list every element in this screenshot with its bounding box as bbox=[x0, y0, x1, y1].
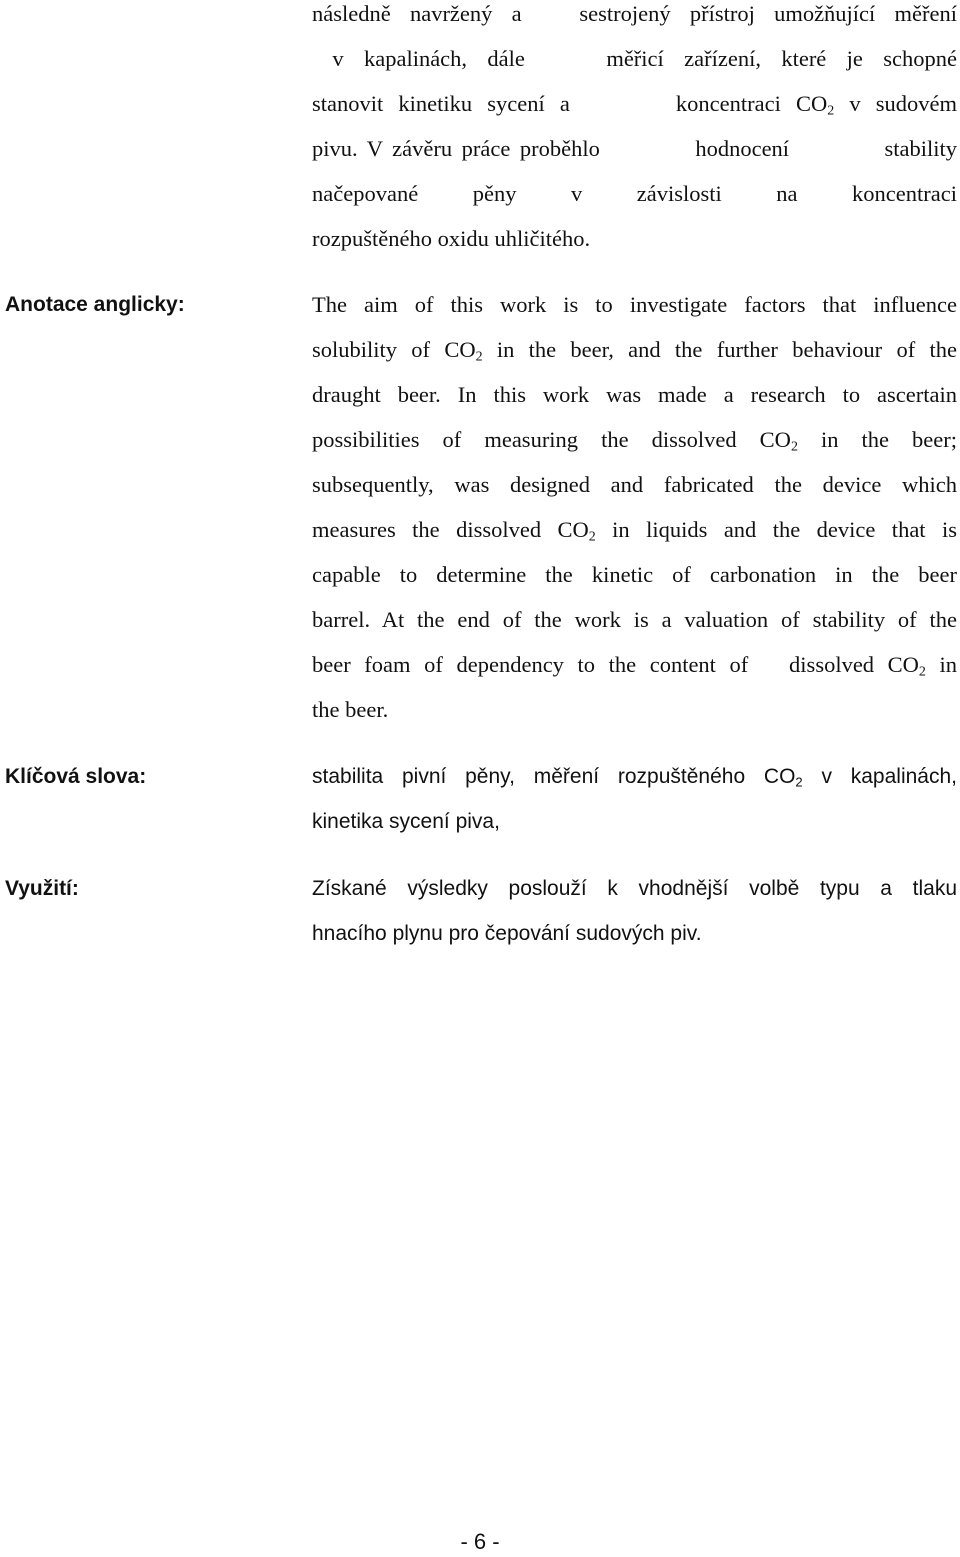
text-segment: in bbox=[925, 652, 957, 677]
keywords-label: Klíčová slova: bbox=[5, 765, 147, 788]
text-segment: v sudovém bbox=[834, 91, 958, 116]
keywords-text bbox=[312, 763, 957, 853]
text-line bbox=[312, 90, 957, 135]
text-line bbox=[312, 763, 957, 808]
subscript: 2 bbox=[918, 664, 926, 680]
english-annotation-label: Anotace anglicky: bbox=[5, 293, 185, 316]
subscript: 2 bbox=[795, 774, 803, 790]
subscript: 2 bbox=[588, 529, 596, 545]
czech-abstract-end bbox=[312, 0, 957, 270]
text-line: následně navržený a sestrojený přístroj umožňující měření bbox=[312, 1, 957, 26]
text-line: draught beer. In this work was made a research to ascertain bbox=[312, 382, 957, 407]
text-segment: stanovit kinetiku sycení a koncentraci CO bbox=[312, 91, 828, 116]
page-number: - 6 - bbox=[460, 1529, 500, 1554]
text-segment: stabilita pivní pěny, měření rozpuštěného CO bbox=[312, 765, 796, 788]
text-line bbox=[312, 336, 957, 381]
text-line: The aim of this work is to investigate factors that influence bbox=[312, 292, 957, 317]
text-line: pivu. V závěru práce proběhlo hodnocení stability bbox=[312, 136, 957, 161]
english-annotation-text bbox=[312, 291, 957, 741]
text-segment: beer foam of dependency to the content of dissolved CO bbox=[312, 652, 919, 677]
text-line: hnacího plynu pro čepování sudových piv. bbox=[312, 922, 702, 945]
subscript: 2 bbox=[827, 103, 835, 119]
text-segment: in liquids and the device that is bbox=[595, 517, 957, 542]
text-line: rozpuštěného oxidu uhličitého. bbox=[312, 226, 591, 251]
text-line: Získané výsledky poslouží k vhodnější volbě typu a tlaku bbox=[312, 877, 957, 900]
text-segment: measures the dissolved CO bbox=[312, 517, 589, 542]
text-line: subsequently, was designed and fabricated the device which bbox=[312, 472, 957, 497]
text-line bbox=[312, 426, 957, 471]
text-line: v kapalinách, dále měřicí zařízení, které je schopné bbox=[312, 46, 957, 71]
subscript: 2 bbox=[475, 349, 483, 365]
usage-label: Využití: bbox=[5, 877, 79, 900]
text-segment: in the beer; bbox=[797, 427, 957, 452]
text-segment: in the beer, and the further behaviour of the bbox=[482, 337, 957, 362]
subscript: 2 bbox=[790, 439, 798, 455]
text-line: barrel. At the end of the work is a valuation of stability of the bbox=[312, 607, 957, 632]
usage-text bbox=[312, 875, 957, 965]
text-line: načepované pěny v závislosti na koncentraci bbox=[312, 181, 957, 206]
text-line: kinetika sycení piva, bbox=[312, 810, 500, 833]
text-line bbox=[312, 651, 957, 696]
text-segment: possibilities of measuring the dissolved CO bbox=[312, 427, 791, 452]
text-line bbox=[312, 516, 957, 561]
text-line: the beer. bbox=[312, 697, 389, 722]
text-line: capable to determine the kinetic of carbonation in the beer bbox=[312, 562, 957, 587]
text-segment: solubility of CO bbox=[312, 337, 476, 362]
text-segment: v kapalinách, bbox=[802, 765, 957, 788]
